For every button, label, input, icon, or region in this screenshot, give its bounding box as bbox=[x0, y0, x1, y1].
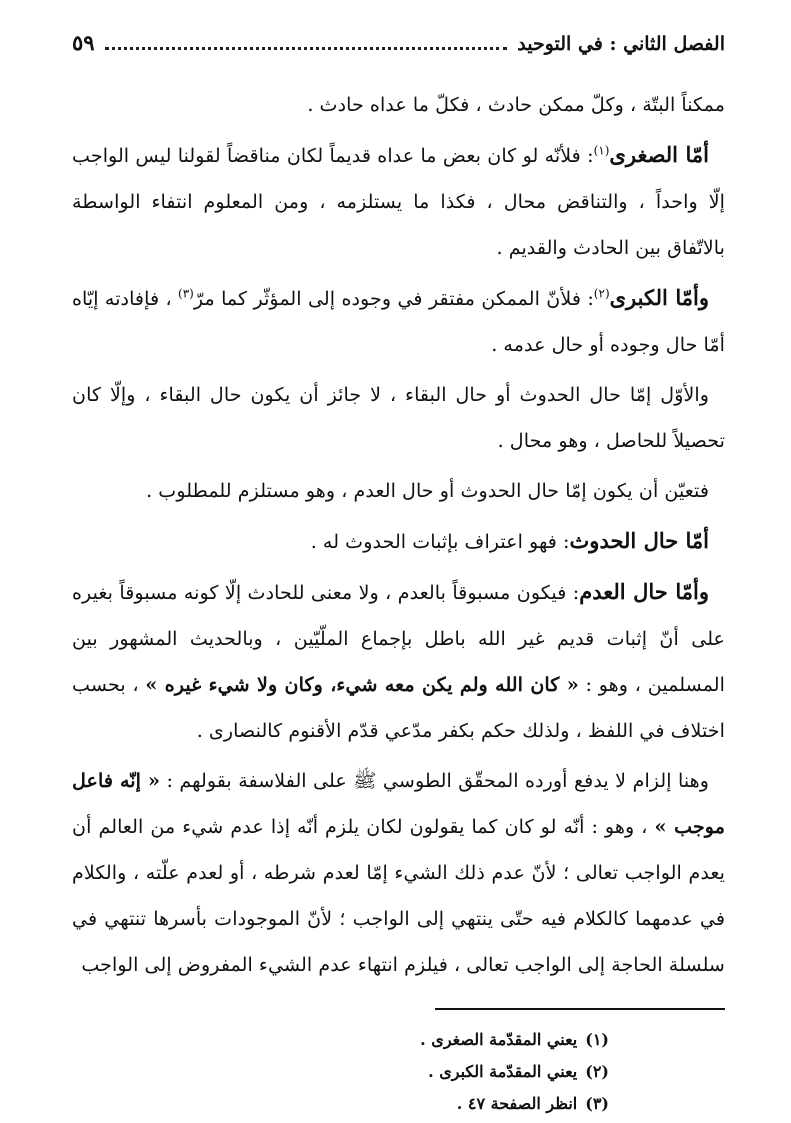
paragraph-origination bbox=[72, 518, 725, 565]
paragraph-1 bbox=[72, 82, 725, 128]
footnote-ref-2: (٢) bbox=[593, 286, 610, 301]
footnote-number: (٣) bbox=[585, 1094, 609, 1113]
header-dotted-leader bbox=[105, 47, 508, 50]
footnote-2 bbox=[72, 1056, 609, 1088]
footnote-ref-1: (١) bbox=[593, 143, 610, 158]
running-header bbox=[72, 30, 725, 66]
heading-minor-premise: أمّا الصغرى bbox=[609, 142, 709, 167]
footnote-ref-3: (٣) bbox=[178, 286, 194, 301]
paragraph-minor-premise bbox=[72, 132, 725, 271]
paragraph-text: وهنا إلزام لا يدفع أورده المحقّق الطوسي ﷺ على الفلاسفة بقولهم : bbox=[166, 769, 710, 792]
philosophers-quote: « إنّه فاعل موجب » bbox=[72, 769, 725, 838]
paragraph-5 bbox=[72, 468, 725, 514]
footnotes bbox=[72, 1024, 725, 1120]
paragraph-tusi bbox=[72, 758, 725, 988]
paragraph-nonexistence bbox=[72, 569, 725, 754]
footnote-separator bbox=[435, 1008, 725, 1010]
hadith-quote: « كان الله ولم يكن معه شيء، وكان ولا شيء غيره » bbox=[145, 673, 579, 696]
footnote-number: (١) bbox=[585, 1030, 609, 1049]
paragraph-text: : فلأنّ الممكن مفتقر في وجوده إلى المؤثّر كما مرّ bbox=[193, 287, 594, 310]
paragraph-4 bbox=[72, 372, 725, 464]
footnote-text: يعني المقدّمة الكبرى . bbox=[428, 1062, 578, 1081]
footnote-number: (٢) bbox=[585, 1062, 609, 1081]
footnote-1 bbox=[72, 1024, 609, 1056]
paragraph-text: : فيكون مسبوقاً بالعدم ، ولا معنى للحادث إلّا كونه مسبوقاً بغيره على أنّ إثبات قديم غير الله باطل بإجماع الملّيّين ، وبالحديث المشهور بين المسلمين ، وهو : bbox=[72, 581, 725, 696]
heading-major-premise: وأمّا الكبرى bbox=[609, 285, 709, 310]
paragraph-major-premise bbox=[72, 275, 725, 368]
paragraph-text: ، بحسب اختلاف في اللفظ ، ولذلك حكم بكفر مدّعي قدّم الأقنوم كالنصارى . bbox=[72, 673, 725, 742]
paragraph-text: فتعيّن أن يكون إمّا حال الحدوث أو حال العدم ، وهو مستلزم للمطلوب . bbox=[146, 479, 709, 502]
footnote-text: انظر الصفحة ٤٧ . bbox=[456, 1094, 578, 1113]
paragraph-text: : فهو اعتراف بإثبات الحدوث له . bbox=[310, 530, 570, 553]
heading-origination: أمّا حال الحدوث bbox=[569, 528, 709, 553]
chapter-title: الفصل الثاني : في التوحيد bbox=[517, 33, 725, 55]
paragraph-text: ممكناً البتّة ، وكلّ ممكن حادث ، فكلّ ما عداه حادث . bbox=[307, 93, 725, 116]
paragraph-text: : فلأنّه لو كان بعض ما عداه قديماً لكان مناقضاً لقولنا ليس الواجب إلّا واحداً ، والتناقض محال ، فكذا ما يستلزمه ، ومن المعلوم انتفاء الواسطة بالاتّفاق بين الحادث والقديم . bbox=[72, 144, 725, 259]
main-text bbox=[72, 82, 725, 988]
footnote-text: يعني المقدّمة الصغرى . bbox=[420, 1030, 578, 1049]
paragraph-text: ، فإفادته إيّاه أمّا حال وجوده أو حال عدمه . bbox=[72, 287, 725, 356]
paragraph-text: ، وهو : أنّه لو كان كما يقولون لكان يلزم أنّه إذا عدم شيء من العالم أن يعدم الواجب تعالى ؛ لأنّ عدم ذلك الشيء إمّا لعدم شرطه ، أو لعدم علّته ، والكلام في عدمهما كالكلام فيه حتّى ينتهي إلى الواجب ؛ لأنّ الموجودات بأسرها تنتهي في سلسلة الحاجة إلى الواجب تعالى ، فيلزم انتهاء عدم الشيء المفروض إلى الواجب bbox=[72, 815, 725, 976]
footnote-3 bbox=[72, 1088, 609, 1120]
paragraph-text: والأوّل إمّا حال الحدوث أو حال البقاء ، لا جائز أن يكون حال البقاء ، وإلّا كان تحصيلاً للحاصل ، وهو محال . bbox=[72, 383, 725, 452]
page-number: ٥٩ bbox=[72, 30, 95, 55]
heading-nonexistence: وأمّا حال العدم bbox=[579, 579, 709, 604]
